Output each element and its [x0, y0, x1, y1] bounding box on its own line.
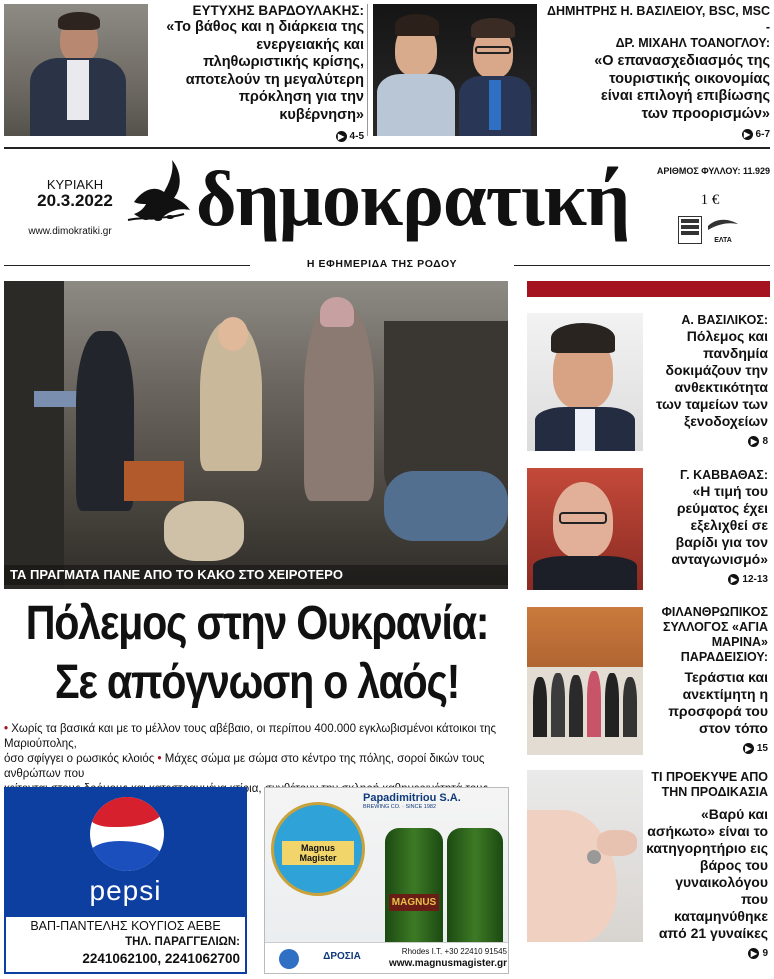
issue-number: ΑΡΙΘΜΟΣ ΦΥΛΛΟΥ: 11.929: [656, 166, 770, 176]
lead-line-2b: Μάχες σώμα με σώμα στο κέντρο της πόλης, σοροί δικών τους ανθρώπων που: [4, 753, 485, 780]
bullet-icon: •: [4, 723, 9, 735]
side-author: Α. ΒΑΣΙΛΙΚΟΣ:: [681, 313, 768, 327]
masthead-website[interactable]: www.dimokratiki.gr: [28, 226, 112, 237]
magnus-address: Rhodes I.T. +30 22410 91545: [401, 947, 507, 956]
magnus-company-logo: [363, 792, 503, 810]
accent-bar: [527, 281, 770, 297]
drosia-logo: ΔΡΟΣΙΑ: [323, 951, 361, 962]
side-photo-1: [527, 313, 643, 451]
magnus-company: Papadimitriou S.A.: [363, 792, 461, 804]
page-ref: ▶ 12-13: [728, 574, 768, 585]
arrow-icon: ▶: [748, 948, 759, 959]
tagline: Η ΕΦΗΜΕΡΙΔΑ ΤΗΣ ΡΟΔΟΥ: [250, 258, 514, 270]
page-ref: ▶ 8: [748, 436, 768, 447]
beer-bottle-1: [385, 828, 443, 952]
side-photo-2: [527, 468, 643, 590]
side-photo-3: [527, 607, 643, 755]
barcode-box: [678, 216, 702, 244]
lead-line-1: Χωρίς τα βασικά και με το μέλλον τους αβέβαιο, οι περίπου 400.000 εγκλωβισμένοι κάτοικοι της Μαριούπολης,: [4, 723, 497, 750]
magnus-site[interactable]: www.magnusmagister.gr: [389, 958, 507, 969]
magnus-company-sub: BREWING CO. · SINCE 1982: [363, 804, 437, 810]
elta-logo: [706, 218, 740, 244]
side-text: «Η τιμή του ρεύματος έχει εξελιχθεί σε βαρίδι για τον ανταγωνισμό»: [671, 483, 768, 567]
teaser-author: ΕΥΤΥΧΗΣ ΒΑΡΔΟΥΛΑΚΗΣ:: [192, 3, 364, 18]
magnus-footer: [265, 942, 509, 974]
headline-line-2: Σε απόγνωση ο λαός!: [54, 656, 460, 709]
top-left-teaser[interactable]: [152, 3, 364, 144]
arrow-icon: ▶: [336, 131, 347, 142]
side-photo-4: [527, 770, 643, 942]
beer-bottle-2: [447, 828, 503, 952]
ad-pepsi[interactable]: [4, 787, 247, 974]
magnus-badge-label: Magnus Magister: [282, 841, 354, 865]
bottle-label: MAGNUS: [389, 894, 439, 911]
column-divider: [367, 4, 368, 136]
side-story-3[interactable]: [646, 605, 768, 756]
top-divider: [4, 147, 770, 149]
arrow-icon: ▶: [748, 436, 759, 447]
page-ref: ▶ 4-5: [336, 131, 364, 142]
side-author: ΦΙΛΑΝΘΡΩΠΙΚΟΣ ΣΥΛΛΟΓΟΣ «ΑΓΙΑ ΜΑΡΙΝΑ» ΠΑΡΑΔΕΙΣΙΟΥ:: [661, 605, 768, 664]
price: 1 €: [700, 192, 720, 208]
side-text: Πόλεμος και πανδημία δοκιμάζουν την ανθεκτικότητα των ταμείων των ξενοδοχείων: [656, 328, 768, 429]
teaser-quote: «Το βάθος και η διάρκεια της ενεργειακής και πληθωριστικής κρίσης, αποτελούν τη μεγαλύτερη πρόκληση για την κυβέρνηση»: [166, 19, 364, 123]
teaser-quote: «Ο επανασχεδιασμός της τουριστικής οικονομίας είναι επιλογή επιβίωσης των προορισμών»: [594, 53, 770, 122]
side-author: ΤΙ ΠΡΟΕΚΥΨΕ ΑΠΟ ΤΗΝ ΠΡΟΔΙΚΑΣΙΑ: [651, 770, 768, 799]
ad-magnus[interactable]: [264, 787, 509, 974]
side-author: Γ. ΚΑΒΒΑΘΑΣ:: [680, 468, 768, 482]
page-ref: ▶ 6-7: [742, 129, 770, 140]
pepsi-globe-icon: [90, 797, 164, 871]
side-text: «Βαρύ και ασήκωτο» είναι το κατηγορητήριο εις βάρος του γυναικολόγου που καταμηνύθηκε από 21 γυναίκες: [646, 806, 768, 941]
masthead-title: δημοκρατική: [196, 155, 630, 242]
arrow-icon: ▶: [742, 129, 753, 140]
pepsi-phones: 2241062100, 2241062700: [82, 951, 240, 966]
page-ref: ▶ 9: [748, 948, 768, 959]
elta-label: ΕΛΤΑ: [714, 237, 732, 244]
logo-roundel-icon: [279, 949, 299, 969]
masthead-day: ΚΥΡΙΑΚΗ: [46, 177, 104, 192]
top-left-photo: [4, 4, 148, 136]
page-ref: ▶ 15: [743, 743, 768, 754]
side-story-4[interactable]: [646, 770, 768, 961]
pepsi-panel: [6, 789, 245, 917]
dove-logo: [124, 158, 194, 230]
top-right-photo: [373, 4, 537, 136]
masthead-date: 20.3.2022: [37, 191, 113, 210]
teaser-author-2: ΔΡ. ΜΙΧΑΗΛ ΤΟΑΝΟΓΛΟΥ:: [615, 36, 770, 50]
bullet-icon: •: [157, 753, 162, 765]
side-story-2[interactable]: [646, 468, 768, 587]
side-text: Τεράστια και ανεκτίμητη η προσφορά του στον τόπο: [668, 669, 768, 736]
headline-line-1: Πόλεμος στην Ουκρανία:: [25, 597, 489, 650]
arrow-icon: ▶: [743, 743, 754, 754]
magnus-badge-icon: [271, 802, 365, 896]
pepsi-company: ΒΑΠ-ΠΑΝΤΕΛΗΣ ΚΟΥΓΙΟΣ ΑΕΒΕ: [30, 919, 221, 933]
pepsi-orders-label: ΤΗΛ. ΠΑΡΑΓΓΕΛΙΩΝ:: [125, 936, 240, 948]
side-story-1[interactable]: [646, 313, 768, 449]
arrow-icon: ▶: [728, 574, 739, 585]
photo-caption: ΤΑ ΠΡΑΓΜΑΤΑ ΠΑΝΕ ΑΠΟ ΤΟ ΚΑΚΟ ΣΤΟ ΧΕΙΡΟΤΕΡΟ: [4, 565, 508, 585]
top-right-teaser[interactable]: [540, 3, 770, 142]
pepsi-brand: pepsi: [89, 875, 162, 906]
teaser-author: ΔΗΜΗΤΡΗΣ Η. ΒΑΣΙΛΕΙΟΥ, BSC, MSC -: [547, 4, 770, 34]
lead-line-2a: όσο σφίγγει ο ρωσικός κλοιός: [4, 753, 155, 765]
main-photo: [4, 281, 508, 589]
